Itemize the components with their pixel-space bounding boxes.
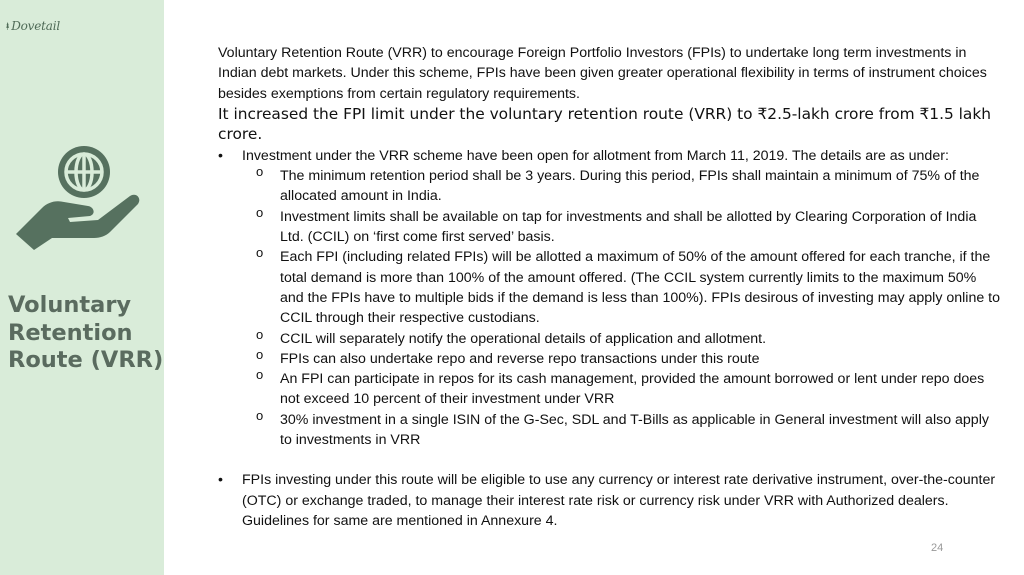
sub-bullet-marker: o xyxy=(256,407,264,423)
brand-logo xyxy=(6,8,60,44)
sub-bullet-text: Each FPI (including related FPIs) will be allotted a maximum of 50% of the amount offered for each tranche, if the total demand is more than 100% of the amount offered. (The CCIL system currently limits to the maximum 50% and the FPIs have to multiple bids if the demand is less than 100%). FPIs desirous of investing may apply online to CCIL through their respective custodians. xyxy=(280,249,1001,327)
sub-bullet-text: 30% investment in a single ISIN of the G-Sec, SDL and T-Bills as applicable in General investment will also apply to investments in VRR xyxy=(280,411,989,449)
brand-logo-text: Dovetail xyxy=(11,19,60,33)
intro-paragraph: Voluntary Retention Route (VRR) to encourage Foreign Portfolio Investors (FPIs) to undertake long term investments in Indian debt markets. Under this scheme, FPIs have been given greater operational flexibility in terms of instrument choices besides exemptions from certain regulatory requirements. xyxy=(218,45,987,102)
bullet-item xyxy=(218,470,1002,531)
sub-bullet-marker: o xyxy=(256,367,264,383)
slide-title-line: Retention xyxy=(8,319,133,346)
tree-logo-icon xyxy=(6,9,9,43)
limit-statement: It increased the FPI limit under the voluntary retention route (VRR) to ₹2.5-lakh crore from ₹1.5 lakh crore. xyxy=(218,104,992,144)
sub-bullet-marker: o xyxy=(256,245,264,261)
globe-in-hand-icon xyxy=(12,142,144,250)
sub-bullet-text: An FPI can participate in repos for its cash management, provided the amount borrowed or lent under repo does not exceed 10 percent of their investment under VRR xyxy=(280,371,985,408)
bullet-item xyxy=(218,146,1002,450)
slide-body xyxy=(218,43,1002,531)
sub-bullet-marker: o xyxy=(256,204,264,220)
sub-bullet-item xyxy=(256,369,1002,410)
sub-bullet-text: CCIL will separately notify the operational details of application and allotment. xyxy=(280,330,767,347)
bullet-marker: • xyxy=(218,472,223,489)
sub-bullet-item xyxy=(256,204,1002,248)
sub-bullet-marker: o xyxy=(256,346,264,362)
sub-bullet-item xyxy=(256,346,1002,369)
slide-title-line: Voluntary xyxy=(8,292,132,318)
slide-title xyxy=(8,292,164,375)
sidebar-panel xyxy=(0,0,164,575)
sub-bullet-list xyxy=(242,166,1002,450)
sub-bullet-item xyxy=(256,247,1002,328)
sub-bullet-text: The minimum retention period shall be 3 years. During this period, FPIs shall maintain a minimum of 75% of the allocated amount in India. xyxy=(280,168,980,205)
bullet-list xyxy=(218,146,1002,450)
sub-bullet-item xyxy=(256,326,1002,349)
bullet-text: Investment under the VRR scheme have been open for allotment from March 11, 2019. The details are as under: xyxy=(242,147,949,164)
sub-bullet-text: FPIs can also undertake repo and reverse repo transactions under this route xyxy=(280,350,760,367)
bullet-marker: • xyxy=(218,147,223,164)
sub-bullet-item xyxy=(256,407,1002,451)
page-number: 24 xyxy=(931,542,944,554)
sub-bullet-marker: o xyxy=(256,164,264,180)
spacer xyxy=(218,450,1002,470)
sub-bullet-item xyxy=(256,166,1002,207)
bullet-list xyxy=(218,470,1002,531)
sub-bullet-text: Investment limits shall be available on tap for investments and shall be allotted by Clearing Corporation of India Ltd. (CCIL) on ‘first come first served’ basis. xyxy=(280,208,977,246)
bullet-text: FPIs investing under this route will be eligible to use any currency or interest rate derivative instrument, over-the-counter (OTC) or exchange traded, to manage their interest rate risk or currency risk under VRR with Authorized dealers. Guidelines for same are mentioned in Annexure 4. xyxy=(242,472,996,529)
slide-title-line: Route (VRR) xyxy=(8,347,164,373)
sub-bullet-marker: o xyxy=(256,326,264,342)
